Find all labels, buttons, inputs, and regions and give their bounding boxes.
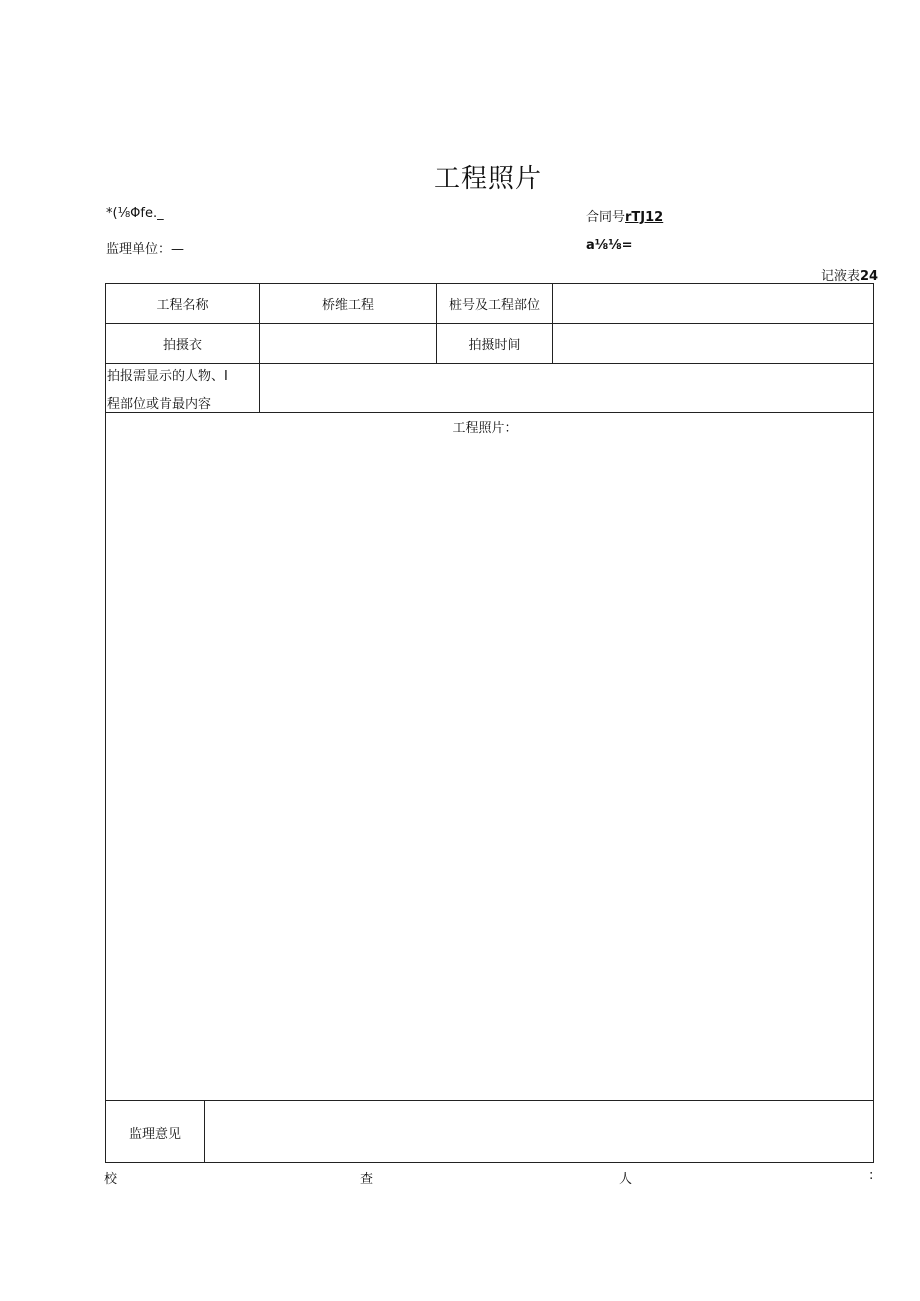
form-number-label: 记液表 (821, 269, 861, 284)
page-title: 工程照片 (433, 164, 542, 194)
content-value[interactable] (260, 364, 873, 412)
footer-char-1: 校 (104, 1172, 118, 1187)
shoot-time-value[interactable] (553, 324, 873, 363)
shoot-time-label: 拍摄时间 (468, 338, 521, 353)
content-label-line1: 拍报需显示的人物、I (107, 369, 228, 384)
station-location-label: 桩号及工程部位 (448, 298, 540, 313)
station-location-value[interactable] (553, 284, 873, 323)
photo-area-label: 工程照片： (452, 421, 518, 436)
supervision-unit: 监理单位：— (106, 242, 185, 257)
opinion-label: 监理意见 (128, 1126, 181, 1142)
contract-no-label: 合同号 (586, 210, 626, 225)
project-name-label: 工程名称 (156, 298, 209, 313)
form-number-value: 24 (860, 269, 879, 284)
content-label-line2: 程部位或肯最内容 (107, 397, 212, 412)
footer-char-2: 查 (360, 1172, 374, 1187)
footer-char-3: 人 (619, 1172, 633, 1187)
form-number (821, 265, 878, 284)
photographer-label: 拍摄衣 (162, 338, 202, 353)
footer-char-4: : (869, 1168, 874, 1183)
opinion-value[interactable] (205, 1101, 873, 1163)
photo-area[interactable] (106, 440, 873, 1098)
contract-no-value: rTJ12 (625, 210, 664, 225)
project-name-line: *(⅛Φfe._ (106, 206, 164, 221)
contract-no (586, 206, 663, 225)
photographer-value[interactable] (260, 324, 436, 363)
row-divider-3 (105, 412, 874, 413)
number-line: a⅛⅛= (586, 238, 633, 253)
project-name-value: 桥维工程 (321, 298, 374, 313)
